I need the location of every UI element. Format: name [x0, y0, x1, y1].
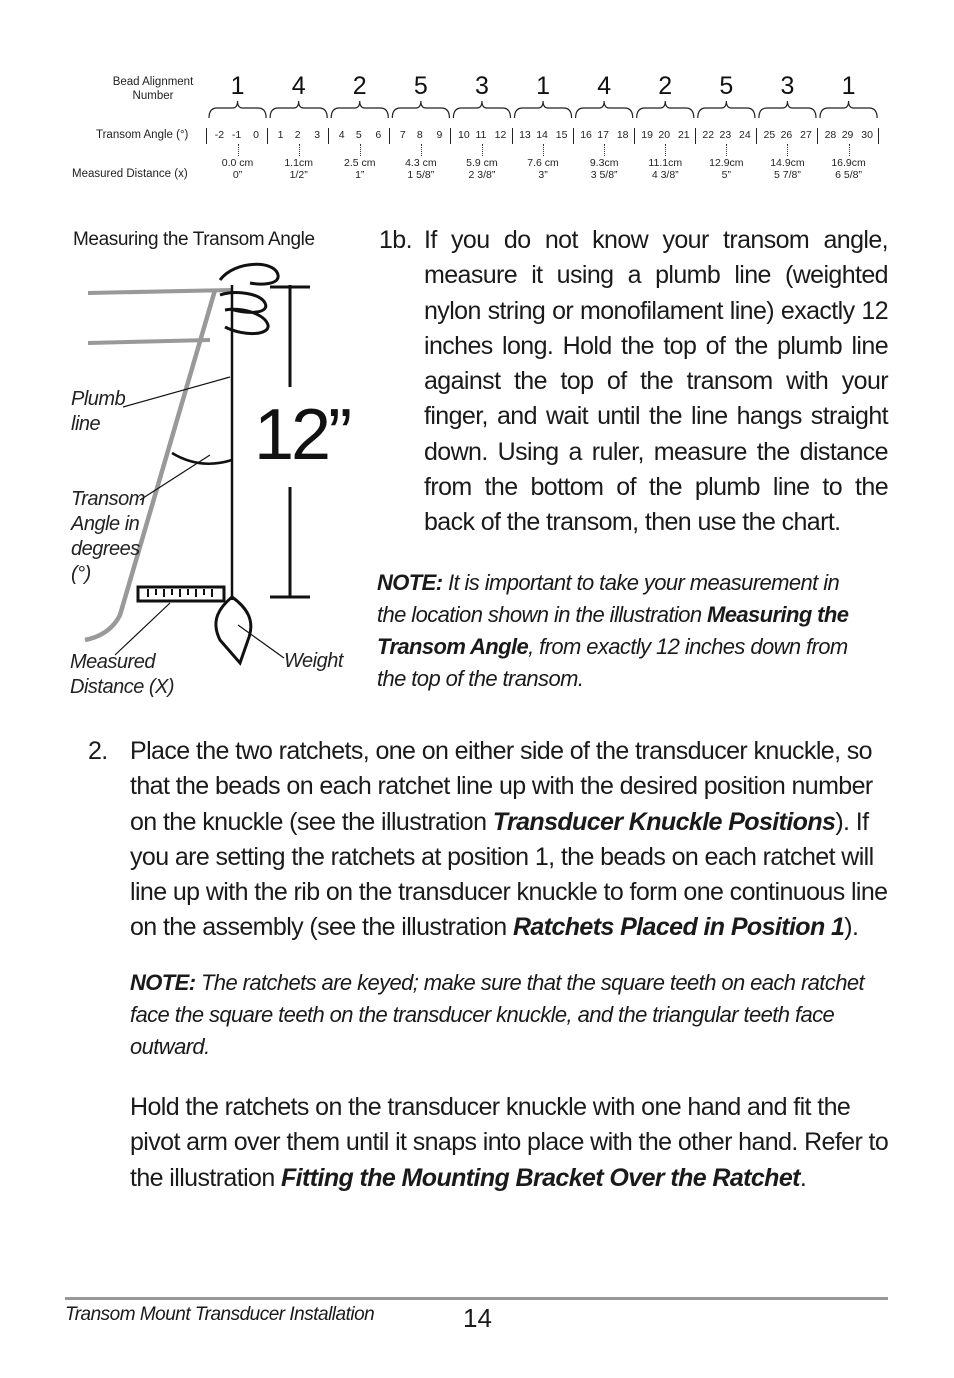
angle-value: 0	[253, 129, 260, 141]
bead-brace	[331, 101, 388, 118]
footer-title: Transom Mount Transducer Installation	[65, 1304, 375, 1325]
distance-cm: 9.3cm	[589, 157, 619, 169]
angle-value: 11	[475, 129, 487, 141]
distance-cm: 4.3 cm	[405, 157, 437, 169]
bead-label-line2: Number	[132, 90, 174, 102]
distance-cm: 12.9cm	[709, 157, 744, 169]
page-number: 14	[463, 1303, 492, 1333]
angle-divider	[573, 128, 574, 144]
distance-in: 1”	[355, 169, 365, 181]
angle-value: 12	[494, 129, 507, 141]
distance-cm: 5.9 cm	[466, 157, 498, 169]
step-1b-text: If you do not know your transom angle, measure it using a plumb line (weighted nylon string or monofilament line) exactly 12 inches long. Hold the top of the plumb line against the top of the transom with your finger, and wait until the line hangs straight down. Using a ruler, measure the distance from the bottom of the plumb line to the back of the transom, then use the chart.	[424, 226, 888, 537]
distance-cm: 14.9cm	[770, 157, 805, 169]
distance-in: 3”	[538, 169, 548, 181]
step-1b-note	[377, 567, 861, 695]
angle-divider	[756, 128, 757, 144]
distance-cm: 11.1cm	[648, 157, 683, 169]
dotted-leader	[360, 144, 361, 156]
transom-illustration	[60, 255, 360, 715]
twelve-inch-label: 12”	[254, 395, 350, 475]
bead-number: 2	[352, 72, 367, 100]
angle-value: 2	[294, 129, 301, 141]
angle-group	[267, 128, 328, 144]
angle-value: -2	[214, 129, 225, 141]
distance-in: 1 5/8”	[407, 169, 435, 181]
angle-group	[817, 128, 878, 144]
bead-brace	[209, 101, 266, 118]
bead-number: 5	[719, 72, 734, 100]
bead-number: 1	[536, 72, 550, 100]
dotted-leader	[604, 144, 605, 156]
distance-value	[635, 157, 695, 181]
angle-group	[328, 128, 389, 144]
angle-group	[695, 128, 756, 144]
angle-group	[512, 128, 573, 144]
angle-divider	[512, 128, 513, 144]
bead-brace	[453, 101, 510, 118]
dotted-leader	[421, 144, 422, 156]
step-2-paragraph	[130, 1090, 892, 1196]
step-2-ref-bracket: Fitting the Mounting Bracket Over the Ratchet	[281, 1163, 800, 1192]
angle-value: 24	[739, 129, 751, 141]
bead-brace	[270, 101, 327, 118]
angle-value: 14	[536, 129, 548, 141]
distance-value	[330, 157, 390, 181]
angle-caption-line2: Angle in	[71, 513, 140, 535]
bead-number: 4	[291, 72, 306, 100]
angle-divider	[817, 128, 818, 144]
distance-cm: 7.6 cm	[527, 157, 559, 169]
distance-value	[757, 157, 817, 181]
dotted-leader	[299, 144, 300, 156]
transom-angle-label: Transom Angle (°)	[96, 129, 189, 141]
angle-value: 13	[519, 129, 531, 141]
angle-group	[756, 128, 817, 144]
step-2-number: 2.	[88, 737, 108, 765]
dotted-leader	[665, 144, 666, 156]
step-1b-number: 1b.	[379, 226, 412, 254]
bead-brace	[698, 101, 755, 118]
angle-value: 3	[314, 129, 321, 141]
weight-caption: Weight	[284, 650, 343, 672]
angle-value: 17	[597, 129, 609, 141]
angle-value: 16	[580, 129, 592, 141]
angle-caption-line1: Transom	[71, 488, 145, 510]
angle-value: 27	[800, 129, 812, 141]
distance-value	[208, 157, 268, 181]
angle-caption-line4: (°)	[71, 563, 91, 585]
angle-divider	[878, 128, 879, 144]
angle-value: 28	[824, 129, 837, 141]
angle-value: 25	[763, 129, 776, 141]
step-2-para-text: Hold the ratchets on the transducer knuckle with one hand and fit the pivot arm over them until it snaps into place with the other hand. Refer to the illustration	[130, 1093, 889, 1192]
angle-value: 9	[436, 129, 443, 141]
angle-value: 21	[677, 129, 690, 141]
angle-group	[634, 128, 695, 144]
step-2-para-end: .	[799, 1163, 807, 1192]
bead-braces	[0, 0, 954, 140]
bead-brace	[515, 101, 572, 118]
angle-value: 29	[841, 129, 854, 141]
bead-number: 3	[780, 72, 795, 100]
angle-value: 26	[780, 129, 793, 141]
distance-in: 5”	[721, 169, 732, 181]
footer-rule	[65, 1297, 888, 1300]
dotted-leader	[849, 144, 850, 156]
step-2-note	[130, 967, 870, 1063]
angle-divider	[328, 128, 329, 144]
plumb-caption-line1: Plumb	[71, 388, 126, 410]
bead-brace	[637, 101, 694, 118]
angle-caption-line3: degrees	[71, 538, 140, 560]
distance-cm: 2.5 cm	[343, 157, 376, 169]
angle-divider	[450, 128, 451, 144]
dotted-leader	[726, 144, 727, 156]
angle-row	[206, 128, 878, 144]
distance-in: 6 5/8”	[835, 169, 862, 181]
note-bold-ref: Measuring the Transom Angle	[377, 602, 849, 659]
angle-group	[573, 128, 634, 144]
distance-value	[391, 157, 451, 181]
step-2-text	[130, 734, 892, 946]
angle-value: 15	[555, 129, 568, 141]
angle-divider	[695, 128, 696, 144]
distance-cm: 0.0 cm	[221, 157, 254, 169]
figure-title: Measuring the Transom Angle	[73, 229, 315, 250]
bead-number: 3	[474, 72, 489, 100]
dotted-leader	[238, 144, 239, 156]
measured-distance-label: Measured Distance (x)	[72, 168, 188, 180]
angle-value: 19	[641, 129, 653, 141]
bead-brace	[576, 101, 633, 118]
measured-distance-caption	[70, 650, 174, 700]
bead-number: 1	[841, 72, 856, 100]
bead-brace	[820, 101, 877, 118]
dotted-leader	[787, 144, 788, 156]
distance-in: 1/2”	[289, 169, 308, 181]
angle-value: 6	[375, 129, 382, 141]
angle-value: 18	[616, 129, 629, 141]
angle-divider	[206, 128, 207, 144]
angle-group	[450, 128, 511, 144]
bead-number: 5	[413, 72, 428, 100]
transom-angle-caption	[71, 487, 145, 587]
bead-number: 1	[230, 72, 245, 100]
step-2-text-a: Place the two ratchets, one on either side of the transducer knuckle, so that the beads on each ratchet line up with the desired position number on the knuckle (see the illustration	[130, 737, 873, 836]
step-2-ref-ratchets: Ratchets Placed in Position 1	[512, 913, 845, 942]
angle-divider	[389, 128, 390, 144]
angle-group	[389, 128, 450, 144]
angle-divider	[634, 128, 635, 144]
angle-value: 22	[702, 129, 715, 141]
dotted-leader	[543, 144, 544, 156]
angle-value: 4	[338, 129, 345, 141]
step-2-note-label: NOTE:	[130, 970, 196, 995]
bead-number: 2	[658, 72, 673, 100]
angle-value: -1	[231, 129, 242, 141]
distance-value	[696, 157, 756, 181]
distance-value	[513, 157, 573, 181]
step-2-note-text: The ratchets are keyed; make sure that the square teeth on each ratchet face the square teeth on the transducer knuckle, and the triangular teeth face outward.	[130, 970, 864, 1059]
distance-value	[269, 157, 329, 181]
note-text-b: , from exactly 12 inches down from the top of the transom.	[377, 634, 848, 691]
distance-cm: 16.9cm	[831, 157, 866, 169]
distance-cm: 1.1cm	[284, 157, 313, 169]
plumb-caption-line2: line	[71, 413, 101, 435]
angle-value: 30	[861, 129, 873, 141]
step-2-text-c: ).	[844, 913, 859, 942]
angle-value: 8	[416, 129, 423, 141]
note-label: NOTE:	[377, 570, 443, 595]
note-text-a: It is important to take your measurement in the location shown in the illustration	[377, 570, 840, 627]
bead-brace	[759, 101, 816, 118]
dotted-leader	[482, 144, 483, 156]
distance-in: 3 5/8”	[590, 169, 618, 181]
bead-brace	[392, 101, 449, 118]
distance-value	[574, 157, 634, 181]
distance-value	[452, 157, 512, 181]
bead-number: 4	[597, 72, 612, 100]
bead-label-line1: Bead Alignment	[112, 76, 194, 88]
angle-divider	[267, 128, 268, 144]
distance-value	[819, 157, 879, 181]
angle-value: 20	[658, 129, 671, 141]
angle-value: 23	[719, 129, 732, 141]
angle-value: 1	[277, 129, 284, 141]
angle-value: 5	[355, 129, 362, 141]
angle-value: 7	[399, 129, 406, 141]
distance-in: 5 7/8”	[774, 169, 801, 181]
angle-group	[206, 128, 267, 144]
measured-caption-line1: Measured	[70, 651, 155, 673]
angle-value: 10	[457, 129, 470, 141]
measured-caption-line2: Distance (X)	[70, 676, 175, 698]
step-2-ref-knuckle: Transducer Knuckle Positions	[492, 807, 836, 836]
step-2-text-b: ). If you are setting the ratchets at position 1, the beads on each ratchet will line up with the rib on the transducer knuckle to form one continuous line on the assembly (see the illustration	[130, 807, 888, 942]
distance-in: 2 3/8”	[468, 169, 496, 181]
distance-in: 0”	[232, 169, 243, 181]
plumb-line-caption	[71, 387, 125, 437]
distance-in: 4 3/8”	[651, 169, 679, 181]
